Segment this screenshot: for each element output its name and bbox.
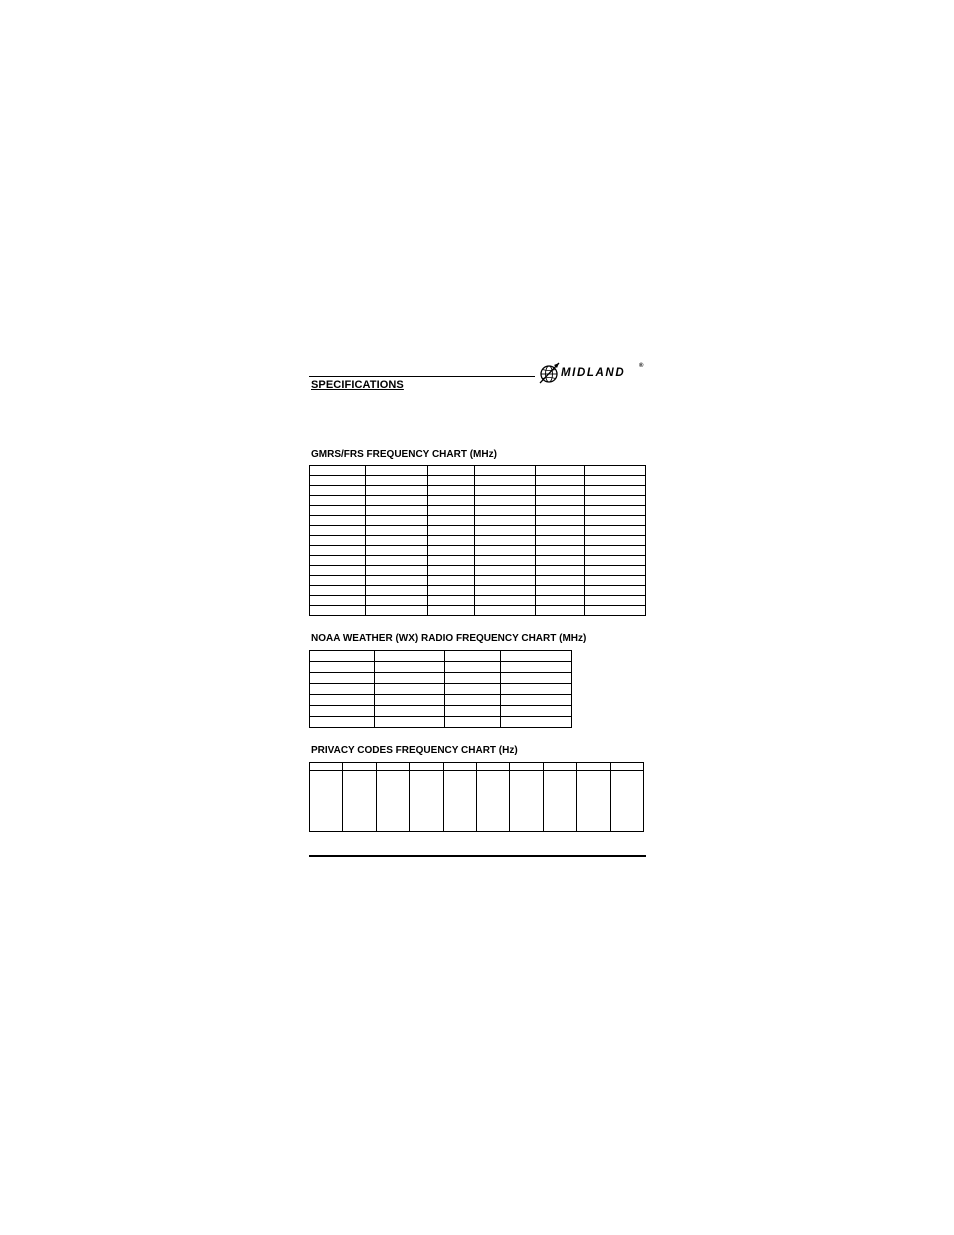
table-cell [366,516,428,526]
table-cell [543,763,576,771]
table-row [310,695,572,706]
table-cell [476,763,509,771]
table-row [310,466,646,476]
table-row [310,606,646,616]
table-row [310,476,646,486]
table-cell [375,673,445,684]
table-cell [475,536,536,546]
table-cell [310,576,366,586]
table-cell [510,771,543,832]
table-cell [585,546,646,556]
table-cell [310,651,375,662]
table-cell [543,771,576,832]
table-cell [366,526,428,536]
table-cell [376,763,409,771]
table-cell [536,556,585,566]
table-cell [366,556,428,566]
globe-icon [539,361,561,385]
table-cell [366,586,428,596]
table-cell [310,673,375,684]
table-row [310,536,646,546]
table-cell [310,717,375,728]
table-cell [310,606,366,616]
table-cell [428,516,475,526]
table-cell [585,496,646,506]
table-cell [366,476,428,486]
header-rule [309,376,535,377]
table-cell [536,506,585,516]
table-cell [475,486,536,496]
table-cell [501,673,572,684]
table-cell [376,771,409,832]
table-cell [366,536,428,546]
table-cell [310,556,366,566]
table-cell [310,466,366,476]
table-cell [536,526,585,536]
table-cell [375,717,445,728]
table-row [310,706,572,717]
table-row [310,546,646,556]
table-cell [310,566,366,576]
table-cell [428,496,475,506]
table-cell [366,606,428,616]
table-cell [366,576,428,586]
table-cell [585,486,646,496]
table-cell [310,662,375,673]
table-cell [475,566,536,576]
table-cell [445,684,501,695]
table-cell [428,466,475,476]
table-cell [366,546,428,556]
table-cell [375,695,445,706]
table-row [310,506,646,516]
gmrs-frequency-table [309,465,646,616]
table-cell [501,706,572,717]
table-row [310,596,646,606]
table-cell [445,706,501,717]
table-cell [536,486,585,496]
table-cell [410,771,443,832]
table-cell [428,536,475,546]
table-cell [510,763,543,771]
table-cell [366,496,428,506]
table-row [310,566,646,576]
table-cell [428,546,475,556]
table-cell [310,546,366,556]
table-cell [428,486,475,496]
table-row [310,586,646,596]
table-cell [585,476,646,486]
table-cell [585,596,646,606]
table-cell [475,606,536,616]
table-cell [428,586,475,596]
table-cell [443,763,476,771]
page-title: SPECIFICATIONS [311,379,404,391]
table-cell [475,466,536,476]
table-cell [536,466,585,476]
table-cell [577,763,610,771]
table-cell [585,516,646,526]
gmrs-chart-title: GMRS/FRS FREQUENCY CHART (MHz) [311,449,497,460]
table-cell [501,662,572,673]
table-cell [585,556,646,566]
noaa-chart-title: NOAA WEATHER (WX) RADIO FREQUENCY CHART (MHz) [311,633,587,644]
table-row [310,673,572,684]
table-cell [585,576,646,586]
footer-rule [309,855,646,857]
table-cell [445,695,501,706]
table-cell [501,717,572,728]
table-cell [428,596,475,606]
table-row [310,486,646,496]
table-cell [310,586,366,596]
registered-mark: ® [639,363,644,369]
table-cell [475,516,536,526]
privacy-codes-table [309,762,644,832]
table-cell [475,586,536,596]
table-cell [310,526,366,536]
table-cell [310,516,366,526]
table-row [310,763,644,771]
table-cell [428,476,475,486]
table-row [310,576,646,586]
table-cell [445,662,501,673]
table-cell [610,771,643,832]
midland-logo [539,360,647,386]
table-cell [610,763,643,771]
table-cell [501,651,572,662]
privacy-chart-title: PRIVACY CODES FREQUENCY CHART (Hz) [311,745,518,756]
table-cell [536,596,585,606]
table-cell [343,763,376,771]
table-row [310,684,572,695]
table-row [310,496,646,506]
table-cell [366,486,428,496]
table-cell [475,546,536,556]
table-cell [310,486,366,496]
table-cell [428,576,475,586]
table-cell [585,526,646,536]
table-cell [536,566,585,576]
table-cell [375,684,445,695]
table-cell [585,536,646,546]
table-cell [536,536,585,546]
table-cell [366,466,428,476]
table-cell [585,586,646,596]
table-cell [428,506,475,516]
table-cell [475,576,536,586]
table-cell [428,566,475,576]
table-cell [475,556,536,566]
table-cell [310,706,375,717]
table-row [310,556,646,566]
table-cell [475,496,536,506]
table-cell [476,771,509,832]
table-row [310,717,572,728]
table-cell [585,566,646,576]
table-cell [410,763,443,771]
table-cell [475,476,536,486]
table-cell [536,476,585,486]
table-cell [310,695,375,706]
table-row [310,516,646,526]
table-cell [445,651,501,662]
table-cell [585,506,646,516]
table-cell [501,684,572,695]
table-cell [475,526,536,536]
table-cell [375,662,445,673]
table-cell [366,506,428,516]
brand-name: MIDLAND [561,367,626,379]
table-cell [475,506,536,516]
table-cell [536,606,585,616]
table-cell [310,596,366,606]
table-cell [375,651,445,662]
table-cell [475,596,536,606]
table-cell [428,606,475,616]
table-row [310,651,572,662]
table-cell [577,771,610,832]
table-row [310,771,644,832]
table-cell [536,496,585,506]
table-cell [310,496,366,506]
table-cell [310,536,366,546]
table-cell [536,576,585,586]
table-cell [428,556,475,566]
table-cell [310,684,375,695]
table-cell [443,771,476,832]
table-cell [536,586,585,596]
table-cell [310,506,366,516]
table-cell [343,771,376,832]
table-row [310,526,646,536]
table-row [310,662,572,673]
table-cell [585,606,646,616]
table-cell [366,596,428,606]
table-cell [536,546,585,556]
table-cell [501,695,572,706]
table-cell [428,526,475,536]
table-cell [445,717,501,728]
table-cell [536,516,585,526]
table-cell [310,476,366,486]
noaa-frequency-table [309,650,572,728]
table-cell [310,763,343,771]
table-cell [585,466,646,476]
table-cell [366,566,428,576]
table-cell [375,706,445,717]
table-cell [310,771,343,832]
table-cell [445,673,501,684]
